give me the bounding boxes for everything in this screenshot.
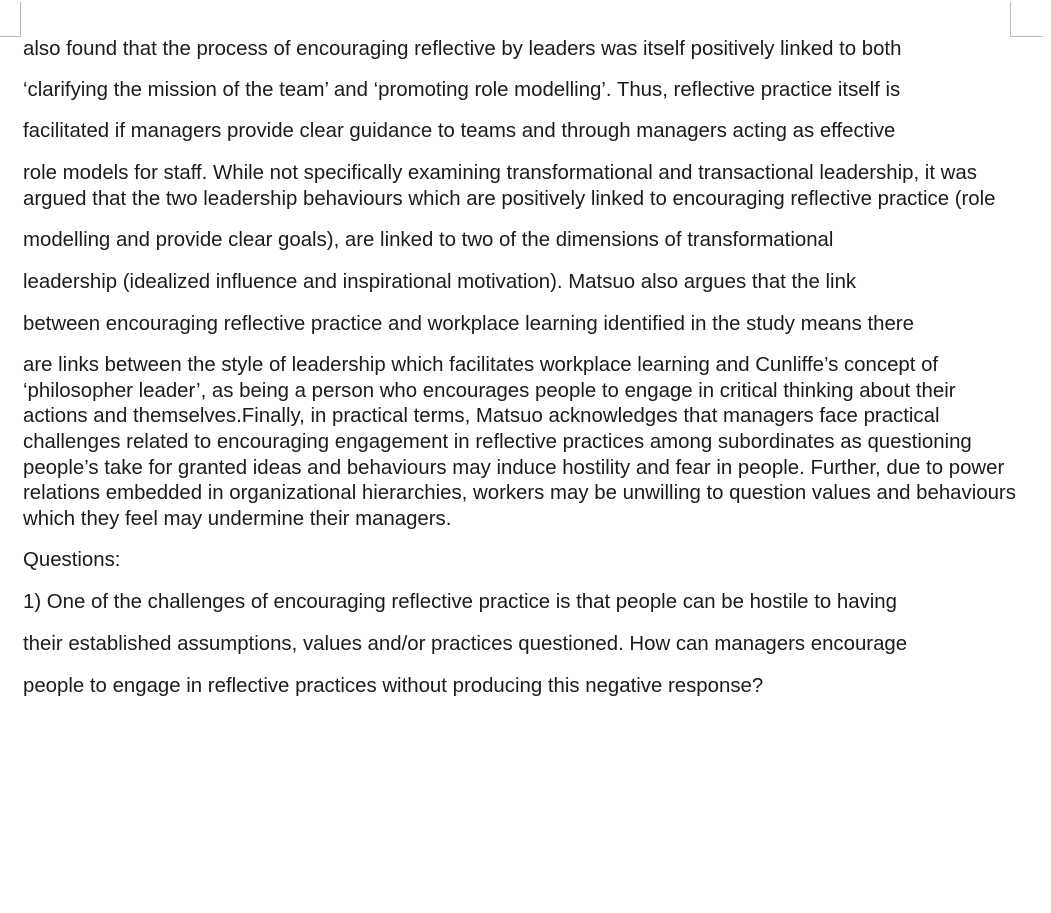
right-crop-mark	[1010, 2, 1043, 37]
question-line-3: people to engage in reflective practices without producing this negative response?	[23, 675, 764, 698]
document-body	[23, 37, 1023, 716]
paragraph-1: also found that the process of encouraging reflective by leaders was itself positively linked to both	[23, 38, 902, 60]
paragraph-5: modelling and provide clear goals), are linked to two of the dimensions of transformational	[23, 228, 834, 251]
questions-heading: Questions:	[23, 548, 121, 571]
question-line-1: 1) One of the challenges of encouraging reflective practice is that people can be hostile to having	[23, 591, 897, 613]
left-crop-mark	[0, 2, 21, 37]
paragraph-6: leadership (idealized influence and inspirational motivation). Matsuo also argues that the link	[23, 271, 857, 294]
question-line-2: their established assumptions, values and/or practices questioned. How can managers encourage	[23, 633, 908, 656]
paragraph-8: are links between the style of leadership which facilitates workplace learning and Cunliffe’s concept of ‘philosopher leader’, as being a person who encourages people to engage in critical thinking about their actions and themselves.Finally, in practical terms, Matsuo acknowledges that managers face practical challenges related to encouraging engagement in reflective practices among subordinates as questioning people’s take for granted ideas and behaviours may induce hostility and fear in people. Further, due to power relations embedded in organizational hierarchies, workers may be unwilling to question values and behaviours which they feel may undermine their managers.	[23, 354, 1016, 530]
paragraph-4: role models for staff. While not specifically examining transformational and transactional leadership, it was argued that the two leadership behaviours which are positively linked to encouraging reflective practice (role	[23, 162, 996, 210]
paragraph-7: between encouraging reflective practice and workplace learning identified in the study means there	[23, 313, 914, 336]
paragraph-2: ‘clarifying the mission of the team’ and ‘promoting role modelling’. Thus, reflective practice itself is	[23, 79, 901, 102]
paragraph-3: facilitated if managers provide clear guidance to teams and through managers acting as effective	[23, 120, 896, 143]
